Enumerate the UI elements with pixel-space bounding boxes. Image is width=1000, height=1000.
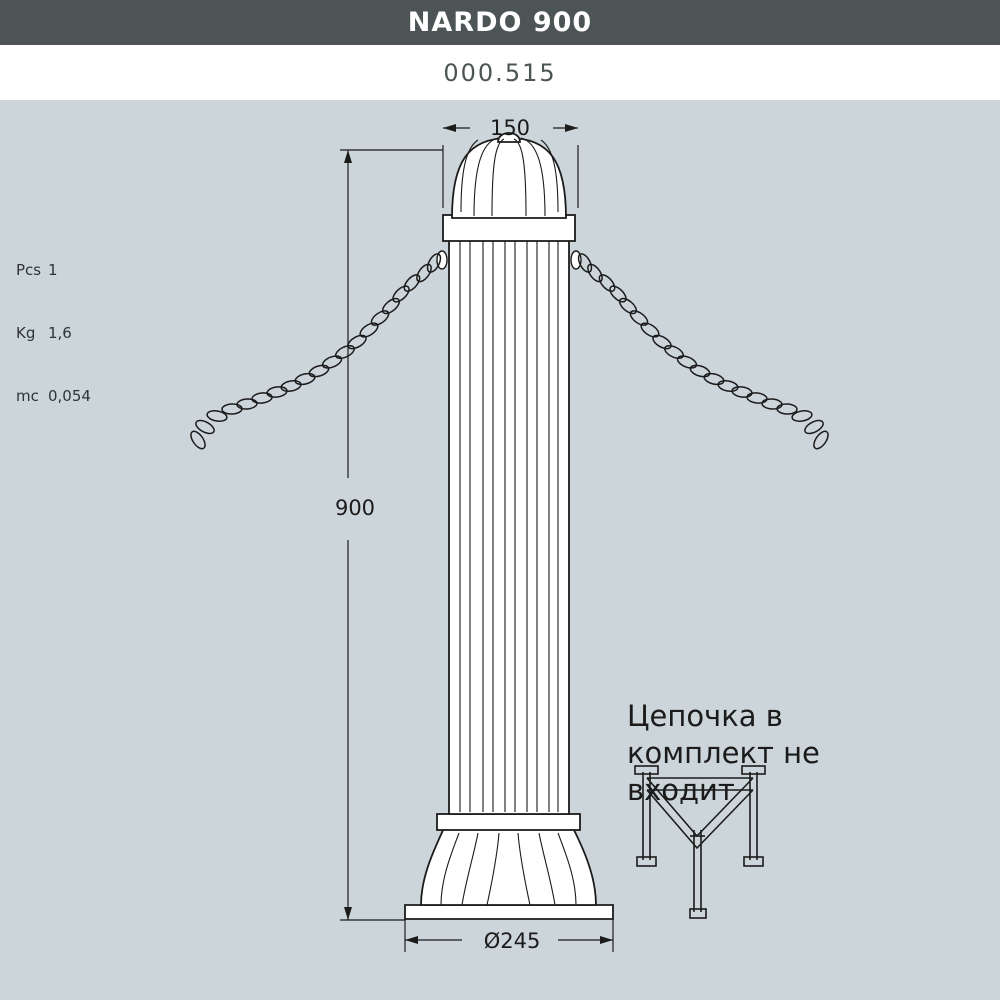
spec-row bbox=[16, 323, 91, 344]
chain-left bbox=[188, 252, 443, 451]
drawing-canvas bbox=[0, 100, 1000, 1000]
spec-row bbox=[16, 386, 91, 407]
product-code: 000.515 bbox=[443, 58, 557, 87]
technical-drawing bbox=[0, 100, 1000, 1000]
bollard-body bbox=[405, 133, 613, 919]
chain-not-included-note: Цепочка в комплект не входит bbox=[627, 699, 820, 807]
spec-value: 1 bbox=[48, 261, 58, 279]
spec-key: mc bbox=[16, 387, 39, 405]
subtitle-bar bbox=[0, 45, 1000, 100]
spec-value: 0,054 bbox=[48, 387, 91, 405]
spec-value: 1,6 bbox=[48, 324, 72, 342]
spec-key: Pcs bbox=[16, 261, 42, 279]
spec-key: Kg bbox=[16, 324, 36, 342]
dim-label-height: 900 bbox=[334, 496, 376, 520]
dim-label-top-width: 150 bbox=[489, 116, 531, 140]
page-title: NARDO 900 bbox=[407, 7, 593, 38]
dim-label-base-diameter: Ø245 bbox=[483, 929, 541, 953]
chain-right bbox=[576, 252, 831, 451]
spec-list bbox=[16, 218, 91, 449]
title-bar bbox=[0, 0, 1000, 45]
spec-row bbox=[16, 260, 91, 281]
